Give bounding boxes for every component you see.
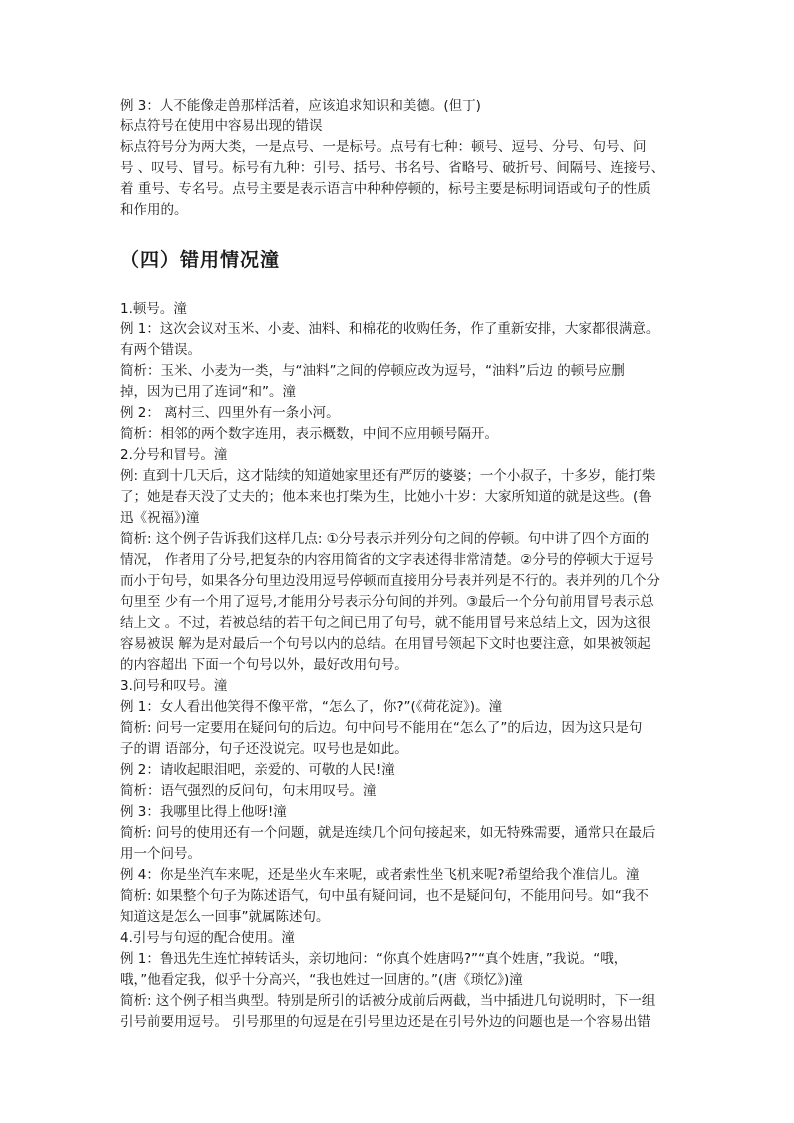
body-line: 了；她是春天没了丈夫的；他本来也打柴为生，比她小十岁：大家所知道的就是这些。(鲁 [120,489,652,505]
intro-line: 标点符号在使用中容易出现的错误 [120,118,323,134]
body-line: 知道这是怎么一回事”就属陈述句。 [120,909,330,925]
body-line: 简析：相邻的两个数字连用，表示概数，中间不应用顿号隔开。 [120,426,498,442]
body-line: 哦，”他看定我，似乎十分高兴，“我也姓过一回唐的。”(唐《琐忆》)潼 [120,972,523,988]
body-line: 例 3：我哪里比得上他呀!潼 [120,804,287,820]
intro-line: 着 重号、专名号。点号主要是表示语言中种种停顿的，标号主要是标明词语或句子的性质 [120,181,651,197]
body-line: 子的谓 语部分，句子还没说完。叹号也是如此。 [120,741,408,757]
body-line: 2.分号和冒号。潼 [120,447,228,463]
body-line: 用一个问号。 [120,846,201,862]
body-line: 简析: 问号一定要用在疑问句的后边。句中问号不能用在“怎么了”的后边，因为这只是句 [120,720,643,736]
body-line: 迅《祝福》)潼 [120,510,200,526]
body-line: 简析：语气强烈的反问句，句末用叹号。潼 [120,783,377,799]
body-line: 有两个错误。 [120,342,201,358]
body-line: 例 2：请收起眼泪吧，亲爱的、可敬的人民!潼 [120,762,395,778]
intro-line: 例 3：人不能像走兽那样活着，应该追求知识和美德。(但丁) [120,98,481,114]
body-line: 而小于句号，如果各分句里边没用逗号停顿而直接用分号表并列是不行的。表并列的几个分 [120,573,660,589]
body-line: 结上文 。不过，若被总结的若干句之间已用了句号，就不能用冒号来总结上文，因为这很 [120,615,651,631]
body-line: 4.引号与句逗的配合使用。潼 [120,930,295,946]
body-line: 容易被误 解为是对最后一个句号以内的总结。在用冒号领起下文时也要注意，如果被领起 [120,636,651,652]
body-line: 句里至 少有一个用了逗号,才能用分号表示分句间的并列。③最后一个分句前用冒号表示总 [120,594,654,610]
body-line: 引号前要用逗号。 引号那里的句逗是在引号里边还是在引号外边的问题也是一个容易出错 [120,1014,651,1030]
body-line: 1.顿号。潼 [120,301,187,317]
section-heading: （四）错用情况潼 [120,249,281,271]
body-line: 简析: 这个例子相当典型。特别是所引的话被分成前后两截，当中插进几句说明时，下一组 [120,993,656,1009]
intro-line: 标点符号分为两大类，一是点号、一是标号。点号有七种：顿号、逗号、分号、句号、问 [120,139,647,155]
body-line: 3.问号和叹号。潼 [120,678,228,694]
body-line: 例 1：女人看出他笑得不像平常，“怎么了，你?”(《荷花淀》)。潼 [120,699,503,715]
body-line: 例 1：这次会议对玉米、小麦、油料、和棉花的收购任务，作了重新安排，大家都很满意。 [120,321,660,337]
intro-line: 和作用的。 [120,202,188,218]
body-line: 简析：玉米、小麦为一类，与“油料”之间的停顿应改为逗号，“油料”后边 的顿号应删 [120,363,625,379]
body-line: 的内容超出 下面一个句号以外，最好改用句号。 [120,657,408,673]
intro-line: 号 、叹号、冒号。标号有九种：引号、括号、书名号、省略号、破折号、间隔号、连接号、 [120,160,665,176]
body-line: 例: 直到十几天后，这才陆续的知道她家里还有严厉的婆婆；一个小叔子，十多岁，能打柴 [120,468,656,484]
body-line: 掉，因为已用了连词“和”。潼 [120,384,296,400]
body-line: 情况， 作者用了分号,把复杂的内容用简省的文字表述得非常清楚。②分号的停顿大于逗号 [120,552,654,568]
body-line: 简析: 如果整个句子为陈述语气，句中虽有疑问词，也不是疑问句，不能用问号。如“我不 [120,888,649,904]
body-line: 简析: 问号的使用还有一个问题，就是连续几个问句接起来，如无特殊需要，通常只在最后 [120,825,656,841]
body-line: 例 4：你是坐汽车来呢，还是坐火车来呢，或者索性坐飞机来呢?希望给我个准信儿。潼 [120,867,640,883]
body-line: 例 1：鲁迅先生连忙掉转话头，亲切地问：“你真个姓唐吗?”“真个姓唐，”我说。“哦， [120,951,628,967]
body-line: 例 2： 离村三、四里外有一条小河。 [120,405,340,421]
body-line: 简析: 这个例子告诉我们这样几点: ①分号表示并列分句之间的停顿。句中讲了四个方面的 [120,531,650,547]
